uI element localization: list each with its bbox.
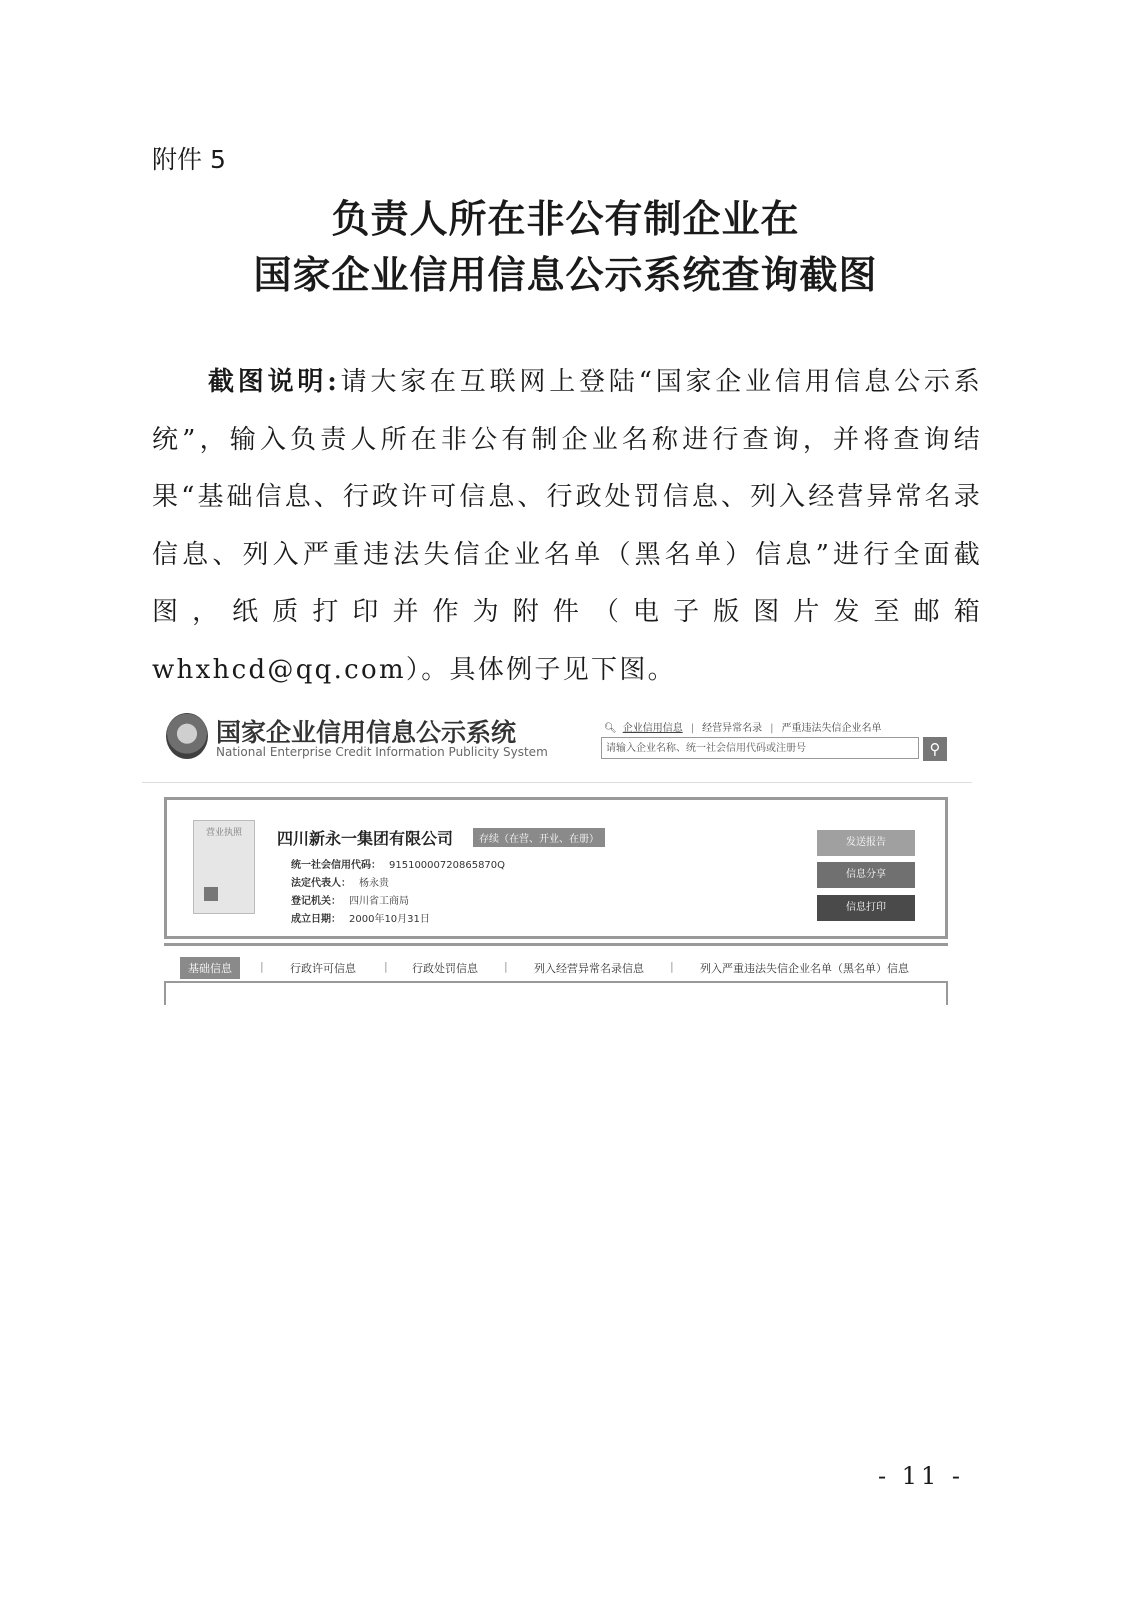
- nav-item-credit-info[interactable]: 企业信用信息: [622, 723, 683, 734]
- send-report-button[interactable]: 发送报告: [817, 830, 915, 856]
- page-number: - 11 -: [878, 1462, 965, 1490]
- tab-blacklist[interactable]: 列入严重违法失信企业名单（黑名单）信息: [700, 962, 909, 975]
- field-legal-rep: 法定代表人： 杨永贵: [291, 878, 389, 889]
- qr-code-icon: [204, 887, 218, 901]
- status-badge: 存续（在营、开业、在册）: [473, 828, 605, 847]
- document-title-line1: 负责人所在非公有制企业在: [331, 196, 800, 241]
- example-screenshot: [142, 705, 972, 1005]
- tab-basic-info[interactable]: 基础信息: [180, 957, 240, 979]
- national-emblem-icon: [166, 713, 208, 759]
- nav-item-abnormal-list[interactable]: 经营异常名录: [702, 723, 763, 734]
- magnifier-icon: ⚲: [929, 740, 941, 758]
- site-subtitle: National Enterprise Credit Information Publicity System: [216, 745, 548, 759]
- search-input[interactable]: 请输入企业名称、统一社会信用代码或注册号: [601, 737, 919, 759]
- info-tabs: 基础信息 | 行政许可信息 | 行政处罚信息 | 列入经营异常名录信息 | 列入严重违法失信企业名单（黑名单）信息: [164, 943, 948, 983]
- top-nav: 🔍︎ 企业信用信息 | 经营异常名录 | 严重违法失信企业名单: [604, 723, 882, 734]
- company-name: 四川新永一集团有限公司: [277, 829, 454, 848]
- tab-admin-license[interactable]: 行政许可信息: [290, 962, 356, 975]
- document-title-line2: 国家企业信用信息公示系统查询截图: [253, 252, 878, 297]
- instruction-paragraph: [152, 354, 982, 699]
- share-info-button[interactable]: 信息分享: [817, 862, 915, 888]
- tab-admin-penalty[interactable]: 行政处罚信息: [412, 962, 478, 975]
- attachment-label: 附件 5: [152, 145, 226, 174]
- print-info-button[interactable]: 信息打印: [817, 895, 915, 921]
- business-license-thumbnail: [193, 820, 255, 914]
- field-established-date: 成立日期： 2000年10月31日: [291, 914, 430, 925]
- instruction-body: 请大家在互联网上登陆“国家企业信用信息公示系统”，输入负责人所在非公有制企业名称进行查询，并将查询结果“基础信息、行政许可信息、行政处罚信息、列入经营异常名录信息、列入严重违法失信企业名单（黑名单）信息”进行全面截图，纸质打印并作为附件（电子版图片发至邮箱 whxhcd@qq.com）。具体例子见下图。: [152, 367, 982, 685]
- nav-item-blacklist[interactable]: 严重违法失信企业名单: [781, 723, 882, 734]
- header-divider: [142, 782, 972, 783]
- search-button[interactable]: [923, 737, 947, 761]
- instruction-lead: 截图说明:: [208, 367, 340, 397]
- search-icon: 🔍︎: [604, 723, 617, 734]
- tab-abnormal-list[interactable]: 列入经营异常名录信息: [534, 962, 644, 975]
- field-registration-authority: 登记机关： 四川省工商局: [291, 896, 409, 907]
- field-credit-code: 统一社会信用代码： 91510000720865870Q: [291, 860, 506, 871]
- company-card: [164, 797, 948, 939]
- license-title: 营业执照: [205, 828, 242, 838]
- site-title: 国家企业信用信息公示系统: [216, 718, 517, 747]
- tab-content-area: [164, 983, 948, 1005]
